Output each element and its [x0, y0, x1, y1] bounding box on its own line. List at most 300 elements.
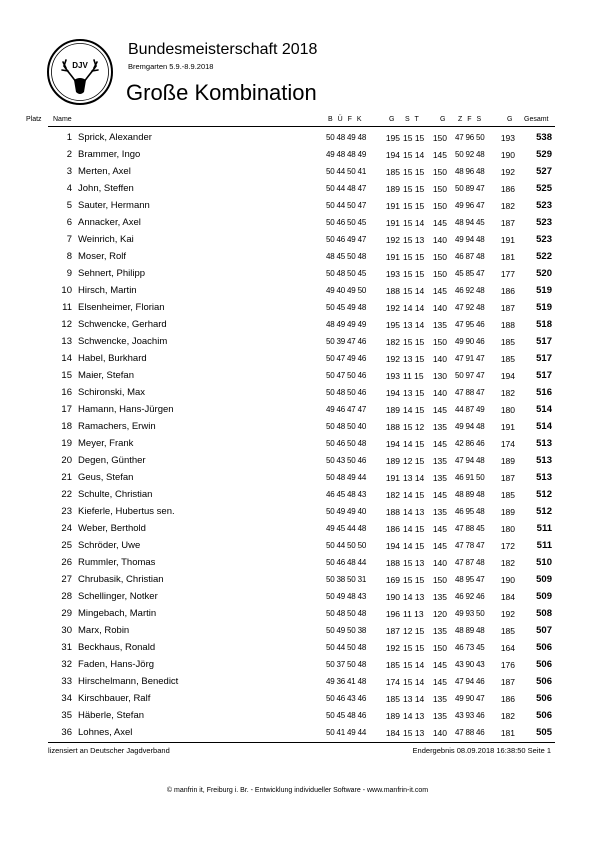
cell-s2: 49 93 50	[455, 609, 485, 618]
cell-s1: 50 47 49 46	[326, 354, 367, 363]
cell-g3: 176	[500, 660, 515, 670]
cell-s2: 48 94 45	[455, 218, 485, 227]
cell-s2: 50 97 47	[455, 371, 485, 380]
cell-s1: 50 49 50 38	[326, 626, 367, 635]
cell-name: Schironski, Max	[78, 387, 146, 398]
cell-s1: 50 46 49 47	[326, 235, 367, 244]
cell-s2: 47 96 50	[455, 133, 485, 142]
cell-st: 14 15	[403, 405, 425, 415]
cell-st: 14 13	[403, 592, 425, 602]
cell-s2: 49 94 48	[455, 422, 485, 431]
cell-platz: 26	[61, 557, 72, 568]
cell-name: Häberle, Stefan	[78, 710, 145, 721]
cell-s1: 50 43 50 46	[326, 456, 367, 465]
cell-ges: 520	[536, 268, 552, 279]
cell-g3: 186	[500, 694, 515, 704]
cell-s1: 50 49 49 40	[326, 507, 367, 516]
cell-g3: 174	[500, 439, 515, 449]
cell-name: Schwencke, Gerhard	[78, 319, 167, 330]
col-sub1: B Ü F K	[328, 116, 362, 123]
competition-heading: Große Kombination	[126, 80, 317, 105]
cell-ges: 516	[536, 387, 552, 398]
cell-name: Annacker, Axel	[78, 217, 141, 228]
cell-s1: 50 45 48 46	[326, 711, 367, 720]
cell-st: 15 14	[403, 660, 425, 670]
cell-s2: 49 90 46	[455, 337, 485, 346]
cell-st: 13 15	[403, 354, 425, 364]
cell-s2: 49 96 47	[455, 201, 485, 210]
cell-ges: 512	[536, 489, 552, 500]
cell-g3: 187	[500, 677, 515, 687]
table-row	[0, 146, 595, 163]
cell-g2: 135	[432, 320, 447, 330]
table-row	[0, 129, 595, 146]
cell-ges: 519	[536, 285, 552, 296]
cell-s2: 47 88 46	[455, 728, 485, 737]
cell-s1: 50 37 50 48	[326, 660, 367, 669]
cell-name: Kirschbauer, Ralf	[78, 693, 151, 704]
cell-g1: 174	[385, 677, 400, 687]
cell-s2: 47 88 45	[455, 524, 485, 533]
table-row	[0, 163, 595, 180]
cell-platz: 4	[66, 183, 72, 194]
cell-s2: 49 94 48	[455, 235, 485, 244]
cell-ges: 509	[536, 591, 552, 602]
cell-platz: 24	[61, 523, 72, 534]
table-row	[0, 588, 595, 605]
cell-g3: 185	[500, 626, 515, 636]
cell-name: Rummler, Thomas	[78, 557, 156, 568]
cell-g3: 164	[500, 643, 515, 653]
cell-s1: 50 44 50 48	[326, 643, 367, 652]
cell-s1: 50 46 50 45	[326, 218, 367, 227]
cell-platz: 32	[61, 659, 72, 670]
cell-g3: 191	[500, 235, 515, 245]
cell-name: Kieferle, Hubertus sen.	[78, 506, 175, 517]
cell-platz: 35	[61, 710, 72, 721]
cell-name: Marx, Robin	[78, 625, 130, 636]
cell-st: 14 15	[403, 541, 425, 551]
cell-platz: 29	[61, 608, 72, 619]
cell-platz: 30	[61, 625, 72, 636]
cell-s1: 50 39 47 46	[326, 337, 367, 346]
cell-g3: 187	[500, 473, 515, 483]
cell-g2: 140	[432, 235, 447, 245]
cell-st: 15 14	[403, 150, 425, 160]
page-title: Bundesmeisterschaft 2018	[128, 41, 318, 58]
cell-g3: 185	[500, 354, 515, 364]
table-row	[0, 673, 595, 690]
cell-g3: 189	[500, 456, 515, 466]
cell-platz: 2	[66, 149, 72, 160]
cell-platz: 28	[61, 591, 72, 602]
table-row	[0, 554, 595, 571]
cell-g2: 145	[432, 524, 447, 534]
cell-platz: 5	[66, 200, 72, 211]
cell-st: 15 15	[403, 167, 425, 177]
cell-name: Maier, Stefan	[78, 370, 134, 381]
cell-platz: 9	[66, 268, 72, 279]
cell-s2: 50 92 48	[455, 150, 485, 159]
cell-ges: 517	[536, 353, 552, 364]
cell-ges: 538	[536, 132, 552, 143]
cell-s2: 46 92 46	[455, 592, 485, 601]
cell-ges: 512	[536, 506, 552, 517]
cell-platz: 14	[61, 353, 72, 364]
cell-st: 13 15	[403, 388, 425, 398]
cell-platz: 18	[61, 421, 72, 432]
result-status: Endergebnis 08.09.2018 16:38:50 Seite 1	[412, 746, 551, 755]
cell-ges: 514	[536, 404, 552, 415]
cell-ges: 513	[536, 438, 552, 449]
cell-name: Habel, Burkhard	[78, 353, 147, 364]
cell-g3: 181	[500, 728, 515, 738]
cell-g3: 194	[500, 371, 515, 381]
cell-g1: 190	[385, 592, 400, 602]
cell-g2: 150	[432, 201, 447, 211]
cell-g1: 193	[385, 371, 400, 381]
cell-g1: 194	[385, 541, 400, 551]
cell-g1: 186	[385, 524, 400, 534]
cell-s2: 48 96 48	[455, 167, 485, 176]
col-st: S T	[405, 116, 419, 123]
cell-st: 15 15	[403, 201, 425, 211]
credit-line: © manfrin it, Freiburg i. Br. - Entwicklung individueller Software - www.manfrin-it.com	[166, 787, 429, 794]
cell-st: 14 15	[403, 490, 425, 500]
cell-g1: 184	[385, 728, 400, 738]
table-row	[0, 231, 595, 248]
cell-g3: 182	[500, 201, 515, 211]
cell-ges: 522	[536, 251, 552, 262]
table-row	[0, 503, 595, 520]
cell-g2: 135	[432, 626, 447, 636]
cell-g1: 185	[385, 660, 400, 670]
cell-g2: 145	[432, 405, 447, 415]
cell-name: Schellinger, Notker	[78, 591, 158, 602]
cell-ges: 506	[536, 642, 552, 653]
cell-platz: 15	[61, 370, 72, 381]
table-row	[0, 724, 595, 741]
cell-g3: 187	[500, 303, 515, 313]
cell-name: Mingebach, Martin	[78, 608, 157, 619]
table-row	[0, 571, 595, 588]
cell-platz: 23	[61, 506, 72, 517]
cell-ges: 511	[536, 523, 552, 534]
cell-platz: 6	[66, 217, 72, 228]
cell-ges: 506	[536, 710, 552, 721]
cell-st: 15 15	[403, 252, 425, 262]
cell-st: 14 15	[403, 439, 425, 449]
cell-g2: 135	[432, 473, 447, 483]
table-row	[0, 316, 595, 333]
cell-ges: 523	[536, 200, 552, 211]
cell-g2: 150	[432, 167, 447, 177]
cell-s2: 43 93 46	[455, 711, 485, 720]
table-row	[0, 197, 595, 214]
table-row	[0, 520, 595, 537]
cell-platz: 16	[61, 387, 72, 398]
cell-st: 15 14	[403, 218, 425, 228]
cell-g1: 169	[385, 575, 400, 585]
cell-platz: 34	[61, 693, 72, 704]
cell-g1: 182	[385, 490, 400, 500]
cell-st: 15 13	[403, 235, 425, 245]
table-row	[0, 605, 595, 622]
cell-g1: 182	[385, 337, 400, 347]
cell-s2: 47 92 48	[455, 303, 485, 312]
cell-platz: 10	[61, 285, 72, 296]
cell-g3: 182	[500, 558, 515, 568]
table-row	[0, 214, 595, 231]
cell-name: Sehnert, Philipp	[78, 268, 146, 279]
table-row	[0, 622, 595, 639]
cell-g2: 140	[432, 388, 447, 398]
cell-g3: 190	[500, 150, 515, 160]
cell-g2: 150	[432, 252, 447, 262]
cell-name: Schröder, Uwe	[78, 540, 141, 551]
col-g1: G	[389, 116, 395, 123]
cell-st: 15 15	[403, 269, 425, 279]
cell-g3: 186	[500, 286, 515, 296]
cell-g2: 145	[432, 439, 447, 449]
cell-name: Faden, Hans-Jörg	[78, 659, 155, 670]
cell-platz: 31	[61, 642, 72, 653]
cell-s2: 47 91 47	[455, 354, 485, 363]
cell-platz: 27	[61, 574, 72, 585]
cell-g1: 194	[385, 150, 400, 160]
cell-g2: 140	[432, 303, 447, 313]
cell-st: 14 15	[403, 524, 425, 534]
cell-s2: 46 92 48	[455, 286, 485, 295]
cell-s1: 50 47 50 46	[326, 371, 367, 380]
cell-g2: 150	[432, 133, 447, 143]
cell-g3: 180	[500, 524, 515, 534]
cell-st: 15 12	[403, 422, 425, 432]
cell-ges: 506	[536, 659, 552, 670]
cell-s1: 48 45 50 48	[326, 252, 367, 261]
cell-name: Ramachers, Erwin	[78, 421, 156, 432]
cell-g2: 145	[432, 286, 447, 296]
cell-s2: 47 94 46	[455, 677, 485, 686]
cell-g2: 135	[432, 456, 447, 466]
cell-g2: 145	[432, 660, 447, 670]
table-row	[0, 435, 595, 452]
svg-text:DJV: DJV	[72, 61, 88, 70]
cell-s2: 46 87 48	[455, 252, 485, 261]
cell-s2: 48 95 47	[455, 575, 485, 584]
cell-s1: 49 48 48 49	[326, 150, 367, 159]
cell-ges: 513	[536, 455, 552, 466]
cell-ges: 523	[536, 234, 552, 245]
table-header	[0, 114, 595, 126]
cell-platz: 3	[66, 166, 72, 177]
cell-g2: 140	[432, 558, 447, 568]
cell-g3: 186	[500, 184, 515, 194]
cell-g1: 192	[385, 235, 400, 245]
cell-g1: 192	[385, 354, 400, 364]
cell-st: 14 13	[403, 507, 425, 517]
cell-s1: 50 48 50 45	[326, 269, 367, 278]
cell-s1: 50 44 50 47	[326, 201, 367, 210]
cell-st: 13 14	[403, 473, 425, 483]
cell-name: Elsenheimer, Florian	[78, 302, 165, 313]
cell-name: Lohnes, Axel	[78, 727, 133, 738]
cell-name: Merten, Axel	[78, 166, 131, 177]
cell-g1: 191	[385, 252, 400, 262]
cell-s2: 43 90 43	[455, 660, 485, 669]
cell-name: Hirschelmann, Benedict	[78, 676, 179, 687]
cell-g2: 135	[432, 694, 447, 704]
cell-st: 15 15	[403, 337, 425, 347]
cell-s2: 47 88 47	[455, 388, 485, 397]
cell-ges: 517	[536, 370, 552, 381]
cell-g3: 172	[500, 541, 515, 551]
cell-g1: 188	[385, 422, 400, 432]
cell-g3: 181	[500, 252, 515, 262]
table-row	[0, 248, 595, 265]
cell-s1: 49 45 44 48	[326, 524, 367, 533]
cell-ges: 527	[536, 166, 552, 177]
header-rule	[48, 126, 555, 127]
cell-s2: 47 94 48	[455, 456, 485, 465]
cell-g3: 191	[500, 422, 515, 432]
cell-s2: 48 89 48	[455, 626, 485, 635]
cell-g3: 182	[500, 388, 515, 398]
cell-s1: 50 44 48 47	[326, 184, 367, 193]
cell-ges: 514	[536, 421, 552, 432]
cell-s1: 48 49 49 49	[326, 320, 367, 329]
table-row	[0, 707, 595, 724]
cell-platz: 17	[61, 404, 72, 415]
cell-s2: 46 95 48	[455, 507, 485, 516]
cell-g2: 135	[432, 507, 447, 517]
cell-s1: 50 48 50 40	[326, 422, 367, 431]
table-row	[0, 299, 595, 316]
cell-st: 13 14	[403, 320, 425, 330]
cell-ges: 519	[536, 302, 552, 313]
cell-name: Schulte, Christian	[78, 489, 153, 500]
cell-ges: 507	[536, 625, 552, 636]
cell-g2: 120	[432, 609, 447, 619]
cell-g3: 182	[500, 711, 515, 721]
cell-g2: 130	[432, 371, 447, 381]
cell-g3: 193	[500, 133, 515, 143]
cell-s1: 50 38 50 31	[326, 575, 367, 584]
cell-ges: 510	[536, 557, 552, 568]
cell-platz: 21	[61, 472, 72, 483]
license-note: lizensiert an Deutscher Jagdverband	[48, 746, 170, 755]
cell-g1: 193	[385, 269, 400, 279]
cell-g1: 187	[385, 626, 400, 636]
cell-g2: 140	[432, 354, 447, 364]
cell-st: 15 14	[403, 677, 425, 687]
cell-s2: 47 87 48	[455, 558, 485, 567]
cell-platz: 22	[61, 489, 72, 500]
cell-g1: 188	[385, 507, 400, 517]
cell-platz: 33	[61, 676, 72, 687]
cell-name: Moser, Rolf	[78, 251, 127, 262]
cell-g3: 187	[500, 218, 515, 228]
cell-s1: 49 36 41 48	[326, 677, 367, 686]
col-platz: Platz	[26, 116, 42, 123]
cell-g2: 140	[432, 728, 447, 738]
cell-g3: 189	[500, 507, 515, 517]
table-row	[0, 384, 595, 401]
cell-s1: 50 41 49 44	[326, 728, 367, 737]
cell-st: 13 14	[403, 694, 425, 704]
cell-name: Schwencke, Joachim	[78, 336, 168, 347]
cell-g1: 188	[385, 286, 400, 296]
cell-g3: 180	[500, 405, 515, 415]
col-gesamt: Gesamt	[524, 116, 549, 123]
cell-name: Beckhaus, Ronald	[78, 642, 156, 653]
cell-st: 15 15	[403, 643, 425, 653]
cell-g2: 150	[432, 643, 447, 653]
cell-ges: 506	[536, 693, 552, 704]
table-row	[0, 333, 595, 350]
cell-s1: 50 46 43 46	[326, 694, 367, 703]
cell-g2: 150	[432, 575, 447, 585]
col-sub2: Z F S	[458, 116, 482, 123]
table-row	[0, 639, 595, 656]
cell-st: 15 15	[403, 133, 425, 143]
cell-s1: 49 46 47 47	[326, 405, 367, 414]
event-dates: Bremgarten 5.9.-8.9.2018	[128, 62, 214, 71]
cell-name: John, Steffen	[78, 183, 134, 194]
cell-st: 15 14	[403, 286, 425, 296]
cell-ges: 529	[536, 149, 552, 160]
cell-st: 14 14	[403, 303, 425, 313]
cell-g3: 192	[500, 609, 515, 619]
cell-st: 15 13	[403, 728, 425, 738]
cell-ges: 523	[536, 217, 552, 228]
cell-name: Degen, Günther	[78, 455, 146, 466]
cell-s2: 46 91 50	[455, 473, 485, 482]
cell-g1: 195	[385, 133, 400, 143]
cell-name: Chrubasik, Christian	[78, 574, 164, 585]
cell-platz: 20	[61, 455, 72, 466]
cell-s2: 47 95 46	[455, 320, 485, 329]
cell-s1: 50 48 49 48	[326, 133, 367, 142]
cell-st: 14 13	[403, 711, 425, 721]
col-g2: G	[440, 116, 446, 123]
cell-s1: 50 44 50 50	[326, 541, 367, 550]
cell-platz: 8	[66, 251, 72, 262]
cell-s1: 50 48 50 48	[326, 609, 367, 618]
cell-g3: 177	[500, 269, 515, 279]
cell-g3: 190	[500, 575, 515, 585]
cell-g2: 145	[432, 677, 447, 687]
table-row	[0, 282, 595, 299]
cell-g1: 195	[385, 320, 400, 330]
cell-name: Geus, Stefan	[78, 472, 134, 483]
cell-s1: 50 48 50 46	[326, 388, 367, 397]
table-row	[0, 486, 595, 503]
cell-g3: 188	[500, 320, 515, 330]
cell-st: 12 15	[403, 456, 425, 466]
cell-g1: 185	[385, 167, 400, 177]
cell-s2: 46 73 45	[455, 643, 485, 652]
djv-logo	[46, 38, 114, 106]
cell-s2: 44 87 49	[455, 405, 485, 414]
col-name: Name	[53, 116, 72, 123]
cell-st: 15 15	[403, 575, 425, 585]
cell-ges: 517	[536, 336, 552, 347]
cell-platz: 36	[61, 727, 72, 738]
cell-g3: 184	[500, 592, 515, 602]
cell-name: Sprick, Alexander	[78, 132, 152, 143]
cell-g3: 185	[500, 490, 515, 500]
